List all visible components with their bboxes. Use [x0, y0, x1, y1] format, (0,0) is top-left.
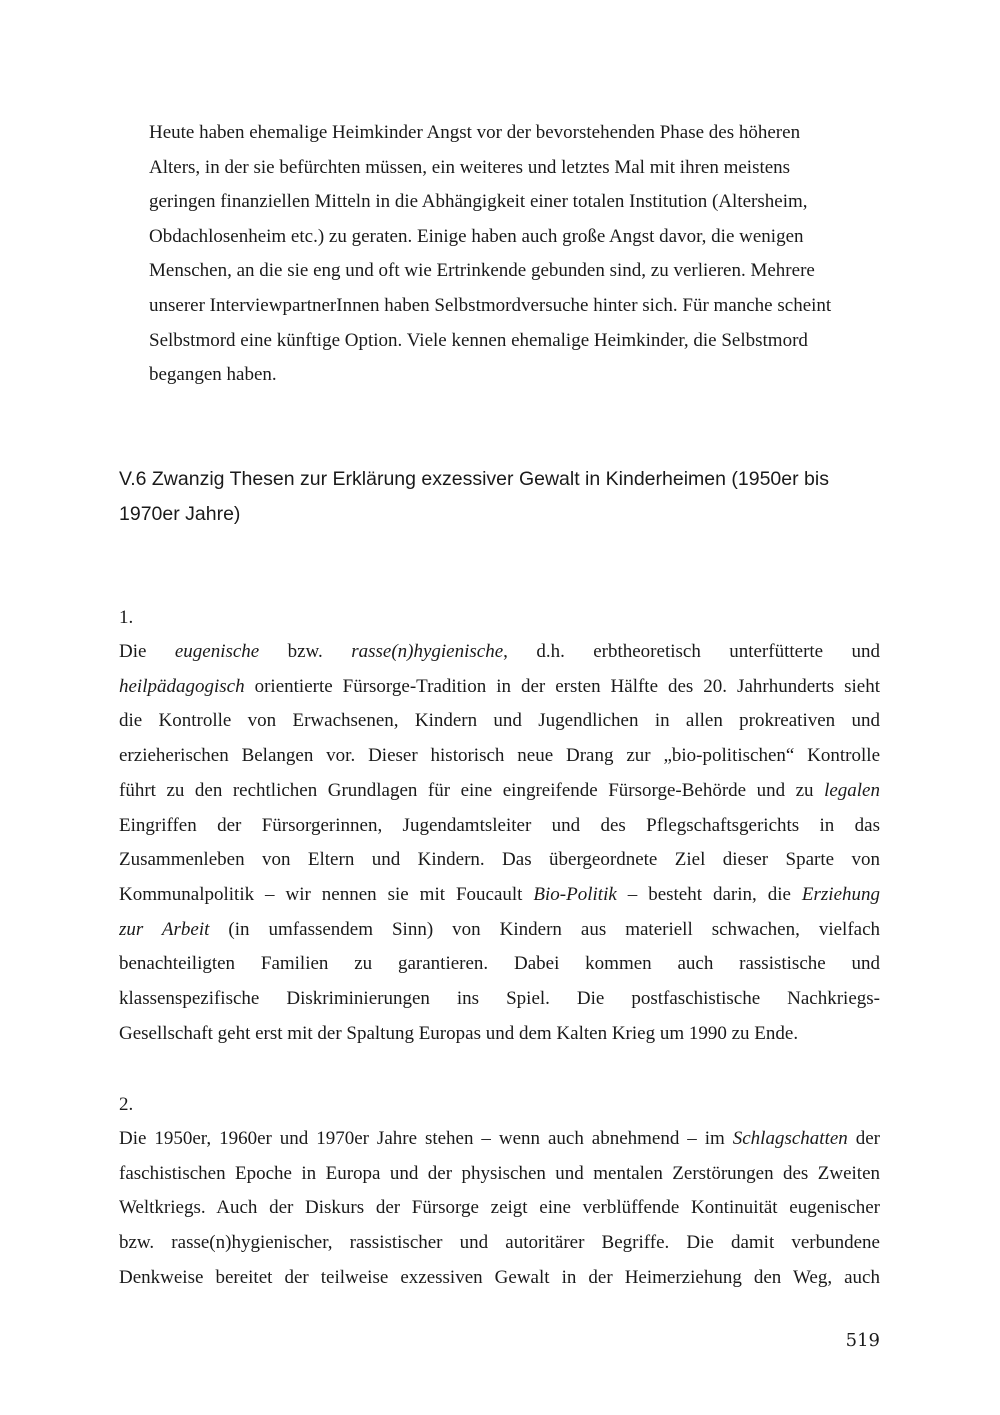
paragraph-line: [119, 670, 880, 705]
quote-line: geringen finanziellen Mitteln in die Abhängigkeit einer totalen Institution (Altersheim,: [149, 191, 808, 213]
paragraph-line: bzw. rasse(n)hygienischer, rassistischer und autoritärer Begriffe. Die damit verbundene: [119, 1232, 880, 1254]
paragraph-line: die Kontrolle von Erwachsenen, Kindern und Jugendlichen in allen prokreativen und: [119, 710, 880, 732]
paragraph-line: Gesellschaft geht erst mit der Spaltung Europas und dem Kalten Krieg um 1990 zu Ende.: [119, 1022, 799, 1044]
quote-line: Obdachlosenheim etc.) zu geraten. Einige haben auch große Angst davor, die wenigen: [149, 225, 804, 247]
paragraph-line: [119, 878, 880, 913]
thesis-number: 2.: [119, 1094, 134, 1115]
paragraph-line: klassenspezifische Diskriminierungen ins Spiel. Die postfaschistische Nachkriegs-: [119, 988, 880, 1010]
indented-quote-paragraph: [149, 116, 869, 393]
quote-line: Alters, in der sie befürchten müssen, ein weiteres und letztes Mal mit ihren meistens: [149, 156, 791, 178]
quote-line: Menschen, an die sie eng und oft wie Ertrinkende gebunden sind, zu verlieren. Mehrere: [149, 260, 815, 282]
paragraph-line: erzieherischen Belangen vor. Dieser historisch neue Drang zur „bio-politischen“ Kontrolle: [119, 745, 880, 767]
text-run: Kommunalpolitik – wir nennen sie mit Foucault: [119, 883, 534, 905]
paragraph-line: benachteiligten Familien zu garantieren. Dabei kommen auch rassistische und: [119, 953, 880, 975]
quote-line: Heute haben ehemalige Heimkinder Angst vor der bevorstehenden Phase des höheren: [149, 122, 801, 143]
page-number: 519: [845, 1330, 880, 1351]
text-run: orientierte Fürsorge-Tradition in der ersten Hälfte des 20. Jahrhunderts sieht: [244, 675, 880, 697]
paragraph-line: [119, 635, 880, 670]
italic-term: Bio-Politik: [533, 883, 617, 905]
quote-line: begangen haben.: [149, 364, 277, 386]
thesis-number: 1.: [119, 607, 134, 628]
paragraph-line: [119, 1122, 880, 1157]
section-heading: [119, 462, 894, 532]
paragraph-line: faschistischen Epoche in Europa und der physischen und mentalen Zerstörungen des Zweiten: [119, 1162, 880, 1184]
italic-term: rasse(n)hygienische: [351, 641, 504, 662]
paragraph-line: Zusammenleben von Eltern und Kindern. Das übergeordnete Ziel dieser Sparte von: [119, 849, 880, 871]
text-run: bzw.: [259, 641, 352, 662]
thesis-2-paragraph: [119, 1122, 880, 1296]
text-run: der: [847, 1128, 880, 1149]
text-run: Die: [119, 641, 175, 662]
text-run: , d.h. erbtheoretisch unterfütterte und: [503, 641, 880, 662]
paragraph-line: Eingriffen der Fürsorgerinnen, Jugendamtsleiter und des Pflegschaftsgerichts in das: [119, 814, 880, 836]
italic-term: Erziehung: [801, 883, 880, 905]
italic-term: zur Arbeit: [119, 918, 210, 940]
text-run: Die 1950er, 1960er und 1970er Jahre stehen – wenn auch abnehmend – im: [119, 1128, 733, 1149]
text-run: – besteht darin, die: [616, 883, 802, 905]
italic-term: Schlagschatten: [732, 1128, 848, 1149]
section-heading-line: V.6 Zwanzig Thesen zur Erklärung exzessiver Gewalt in Kinderheimen (1950er bis: [119, 468, 829, 490]
text-run: führt zu den rechtlichen Grundlagen für eine eingreifende Fürsorge-Behörde und zu: [119, 779, 825, 801]
paragraph-line: [119, 774, 880, 809]
thesis-1-paragraph: [119, 635, 880, 1051]
quote-line: Selbstmord eine künftige Option. Viele kennen ehemalige Heimkinder, die Selbstmord: [149, 329, 808, 351]
quote-line: unserer InterviewpartnerInnen haben Selbstmordversuche hinter sich. Für manche scheint: [149, 294, 832, 316]
paragraph-line: Denkweise bereitet der teilweise exzessiven Gewalt in der Heimerziehung den Weg, auch: [119, 1266, 880, 1288]
italic-term: heilpädagogisch: [119, 675, 245, 697]
text-run: (in umfassendem Sinn) von Kindern aus materiell schwachen, vielfach: [209, 918, 880, 940]
italic-term: eugenische: [174, 641, 260, 662]
section-heading-line: 1970er Jahre): [119, 503, 241, 525]
italic-term: legalen: [824, 779, 880, 801]
paragraph-line: Weltkriegs. Auch der Diskurs der Fürsorge zeigt eine verblüffende Kontinuität eugenischer: [119, 1197, 880, 1219]
paragraph-line: [119, 913, 880, 948]
